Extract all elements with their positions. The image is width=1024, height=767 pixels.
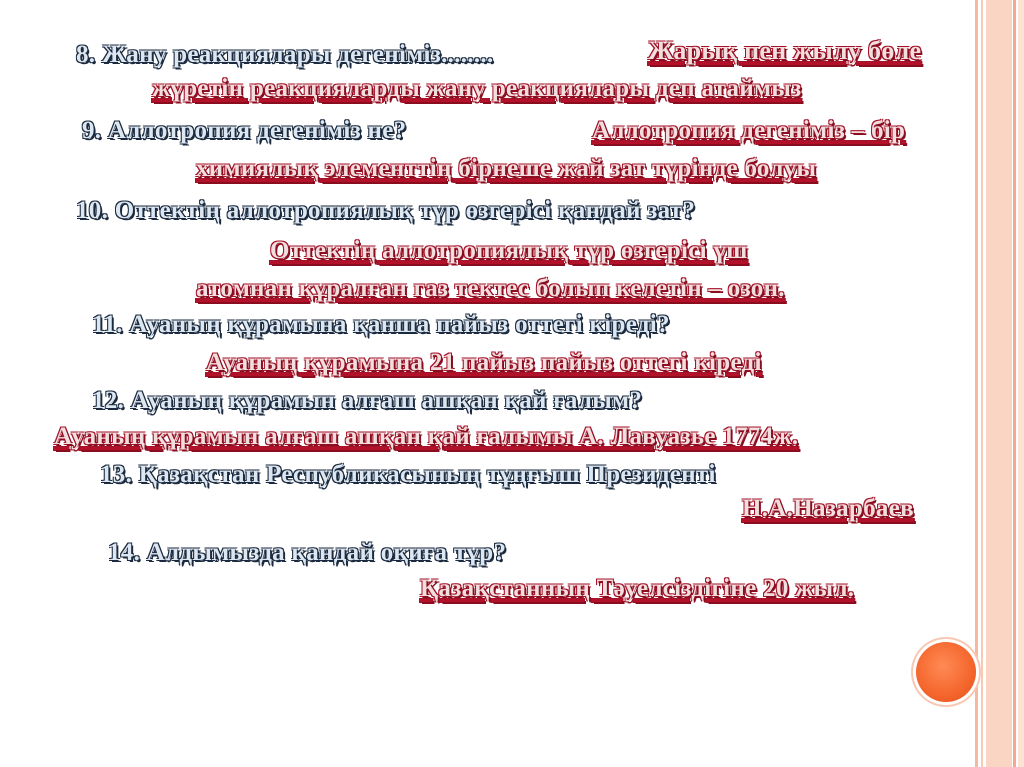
answer-13: Н.А.Назарбаев [742,495,914,522]
answer-10-line-2: атомнан құралған газ тектес болып келетін – озон. [196,275,785,302]
answer-9-line-1: Аллотропия дегеніміз – бір [592,117,906,144]
answer-8-line-2: жүретін реакцияларды жану реакциялары деп атаймыз [152,75,802,102]
answer-11: Ауаның құрамына 21 пайыз пайыз оттегі кіреді [206,349,762,376]
answer-14: Қазақстанның Тәуелсіздігіне 20 жыл. [420,575,855,602]
question-8: 8. Жану реакциялары дегеніміз........ [76,41,494,68]
answer-10-line-1: Оттектің аллотропиялық түр өзгерісі үш [270,237,748,264]
answer-8-line-1: Жарық пен жылу бөле [648,36,922,65]
decorative-stripe [986,0,1012,767]
question-13: 13. Қазақстан Республикасының тұңғыш Президенті [100,461,716,488]
decorative-orange-circle [916,642,976,702]
decorative-stripe [1018,0,1024,767]
decorative-stripe [981,0,983,767]
question-10: 10. Оттектің аллотропиялық түр өзгерісі қандай зат? [76,197,696,224]
question-14: 14. Алдымызда қандай оқиға тұр? [108,539,507,566]
question-11: 11. Ауаның құрамына қанша пайыз оттегі кіреді? [92,311,670,338]
decorative-stripe [1013,0,1016,767]
answer-9-line-2: химиялық элементтің бірнеше жай зат түрінде болуы [196,155,817,182]
answer-12: Ауаның құрамын алғаш ашқан қай ғалымы А. Лавуазье 1774ж. [54,423,799,450]
question-12: 12. Ауаның құрамын алғаш ашқан қай ғалым? [92,387,643,414]
question-9: 9. Аллотропия дегеніміз не? [82,117,407,144]
decorative-stripe [975,0,978,767]
